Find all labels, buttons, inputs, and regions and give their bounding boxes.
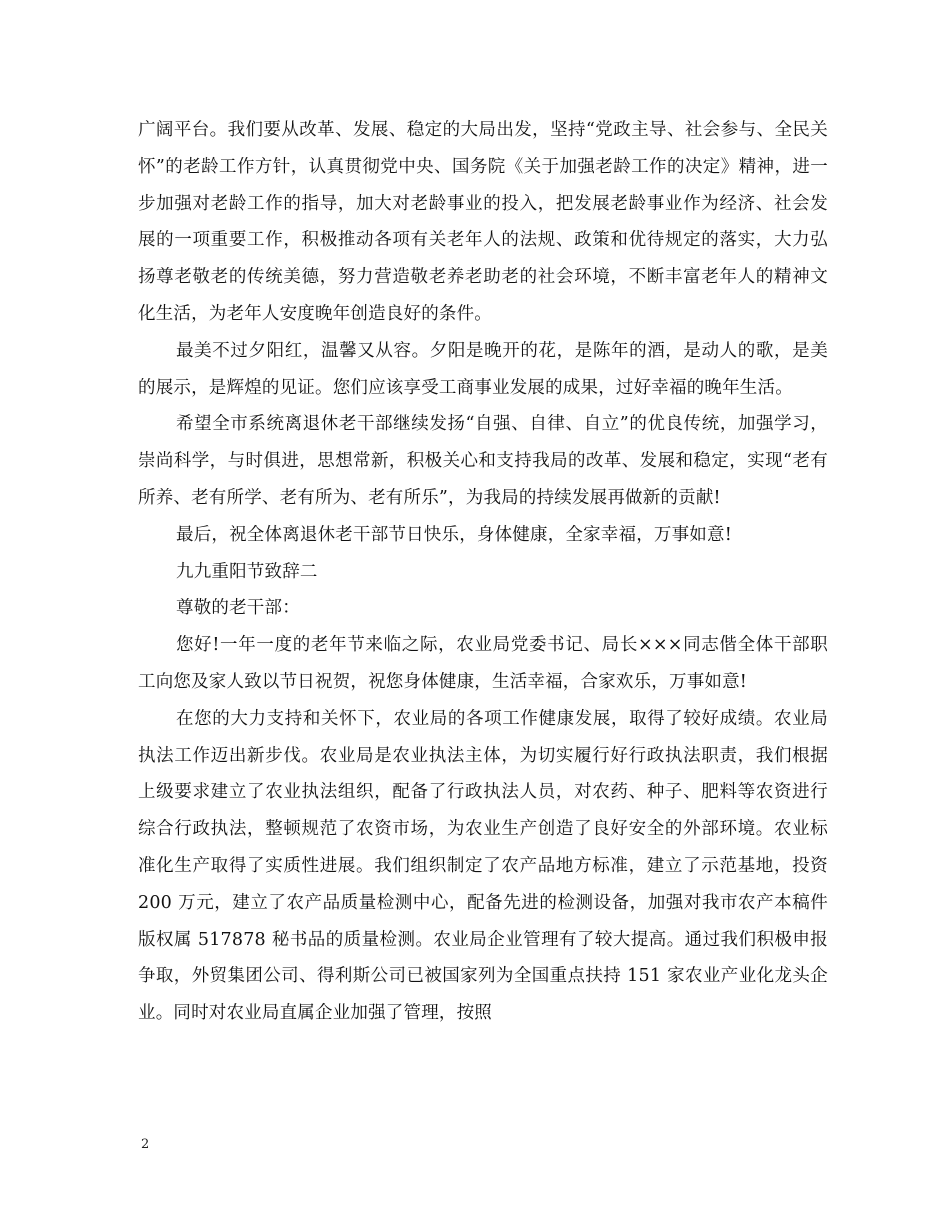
paragraph: 广阔平台。我们要从改革、发展、稳定的大局出发，坚持“党政主导、社会参与、全民关怀”的老龄工作方针，认真贯彻党中央、国务院《关于加强老龄工作的决定》精神，进一步加强对老龄工作的指导，加大对老龄事业的投入，把发展老龄事业作为经济、社会发展的一项重要工作，积极推动各项有关老年人的法规、政策和优待规定的落实，大力弘扬尊老敬老的传统美德，努力营造敬老养老助老的社会环境，不断丰富老年人的精神文化生活，为老年人安度晚年创造良好的条件。 (138, 120, 828, 324)
paragraph: 希望全市系统离退休老干部继续发扬“自强、自律、自立”的优良传统，加强学习，崇尚科学，与时俱进，思想常新，积极关心和支持我局的改革、发展和稳定，实现“老有所养、老有所学、老有所为、老有所乐”，为我局的持续发展再做新的贡献! (138, 414, 828, 508)
section-heading: 九九重阳节致辞二 (176, 561, 318, 582)
paragraph: 最美不过夕阳红，温馨又从容。夕阳是晚开的花，是陈年的酒，是动人的歌，是美的展示，是辉煌的见证。您们应该享受工商事业发展的成果，过好幸福的晚年生活。 (138, 340, 828, 398)
paragraph: 在您的大力支持和关怀下，农业局的各项工作健康发展，取得了较好成绩。农业局执法工作迈出新步伐。农业局是农业执法主体，为切实履行好行政执法职责，我们根据上级要求建立了农业执法组织，配备了行政执法人员，对农药、种子、肥料等农资进行综合行政执法，整顿规范了农资市场，为农业生产创造了良好安全的外部环境。农业标准化生产取得了实质性进展。我们组织制定了农产品地方标准，建立了示范基地，投资 200 万元，建立了农产品质量检测中心，配备先进的检测设备，加强对我市农产本稿件版权属 517878 秘书品的质量检测。农业局企业管理有了较大提高。通过我们积极申报争取，外贸集团公司、得利斯公司已被国家列为全国重点扶持 151 家农业产业化龙头企业。同时对农业局直属企业加强了管理，按照 (138, 708, 828, 1024)
salutation: 尊敬的老干部： (176, 598, 300, 619)
paragraph: 您好!一年一度的老年节来临之际，农业局党委书记、局长×××同志偕全体干部职工向您及家人致以节日祝贺，祝您身体健康，生活幸福，合家欢乐，万事如意! (138, 635, 828, 692)
page-number: 2 (141, 1137, 150, 1152)
document-body (138, 112, 828, 1032)
paragraph: 最后，祝全体离退休老干部节日快乐，身体健康，全家幸福，万事如意! (176, 524, 732, 545)
